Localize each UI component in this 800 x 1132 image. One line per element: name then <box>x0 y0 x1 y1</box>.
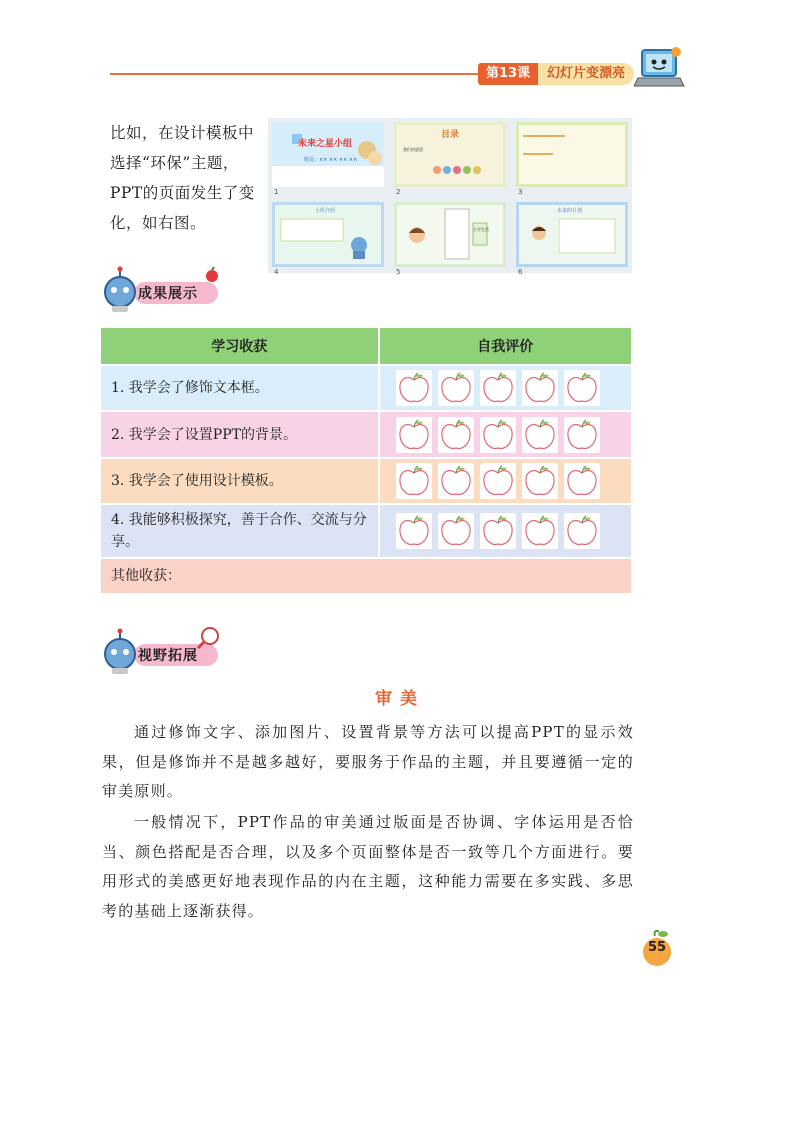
apple-icon[interactable] <box>480 370 516 406</box>
table-row <box>101 503 631 557</box>
learning-item: 3. 我学会了使用设计模板。 <box>101 457 380 503</box>
body-paragraph: 一般情况下，PPT作品的审美通过版面是否协调、字体运用是否恰当、颜色搭配是否合理，以及多个页面整体是否一致等几个方面进行。要用形式的美感更好地表现作品的内在主题，这种能力需要在多实践、多思考的基础上逐渐获得。 <box>102 813 634 920</box>
apple-icon[interactable] <box>480 513 516 549</box>
apple-icon[interactable] <box>522 463 558 499</box>
table-header-row <box>101 328 631 364</box>
apple-rating[interactable] <box>380 410 632 457</box>
slide-number: 1 <box>274 188 279 196</box>
apple-rating[interactable] <box>380 457 632 503</box>
apple-icon[interactable] <box>438 370 474 406</box>
achievement-badge <box>100 266 230 314</box>
other-gains[interactable]: 其他收获： <box>101 557 631 593</box>
slide-item: 我们的愿望 <box>403 147 423 152</box>
apple-icon[interactable] <box>564 370 600 406</box>
body-paragraph: 通过修饰文字、添加图片、设置背景等方法可以提高PPT的显示效果，但是修饰并不是越多越好，要服务于作品的主题，并且要遵循一定的审美原则。 <box>102 723 634 800</box>
apple-icon[interactable] <box>522 513 558 549</box>
slide-thumbnail <box>272 122 384 196</box>
header-rule <box>110 73 482 75</box>
horizon-badge <box>100 624 230 676</box>
slide-title: 小组介绍 <box>315 208 336 214</box>
slide-thumbnail-art-icon <box>519 125 625 184</box>
table-row <box>101 364 631 410</box>
apple-icon[interactable] <box>438 513 474 549</box>
lesson-title: 幻灯片变漂亮 <box>538 63 634 85</box>
slide-number: 2 <box>396 188 401 196</box>
self-evaluation-table <box>101 328 631 593</box>
learning-item: 1. 我学会了修饰文本框。 <box>101 364 380 410</box>
column-header: 学习收获 <box>101 328 380 364</box>
learning-item: 4. 我能够积极探究，善于合作、交流与分享。 <box>101 503 380 557</box>
slide-title: 未来的计划 <box>557 208 583 214</box>
slide-thumbnail <box>516 122 628 187</box>
slide-thumbnail <box>394 122 506 187</box>
badge-title: 视野拓展 <box>138 648 198 664</box>
column-header: 自我评价 <box>380 328 632 364</box>
slide-title: 小学生活 <box>473 227 489 232</box>
slide-thumbnails <box>268 118 632 276</box>
apple-icon[interactable] <box>396 417 432 453</box>
apple-rating[interactable] <box>380 503 632 557</box>
table-row <box>101 410 631 457</box>
apple-icon[interactable] <box>438 463 474 499</box>
apple-icon[interactable] <box>396 370 432 406</box>
lesson-label: 第13课 <box>478 63 538 85</box>
section-title: 审美 <box>375 689 425 709</box>
table-row <box>101 557 631 593</box>
slide-thumbnail <box>272 202 384 267</box>
apple-icon[interactable] <box>564 463 600 499</box>
slide-number: 6 <box>518 268 523 276</box>
apple-icon[interactable] <box>564 417 600 453</box>
slide-thumbnail <box>516 202 628 267</box>
apple-icon[interactable] <box>480 463 516 499</box>
slide-thumbnail <box>394 202 506 267</box>
girl-icon <box>397 205 503 264</box>
slide-title: 未来之星小组 <box>298 139 353 149</box>
apple-icon[interactable] <box>396 513 432 549</box>
laptop-mascot-icon <box>634 44 686 96</box>
table-row <box>101 457 631 503</box>
slide-number: 3 <box>518 188 523 196</box>
page-number: 55 <box>647 940 667 955</box>
apple-icon[interactable] <box>564 513 600 549</box>
slide-title: 目录 <box>441 130 460 140</box>
slide-number: 4 <box>274 268 279 276</box>
slide-thumbnail-art-icon <box>272 122 384 187</box>
apple-rating[interactable] <box>380 364 632 410</box>
learning-item: 2. 我学会了设置PPT的背景。 <box>101 410 380 457</box>
apple-icon[interactable] <box>396 463 432 499</box>
apple-icon[interactable] <box>522 370 558 406</box>
apple-icon[interactable] <box>438 417 474 453</box>
intro-paragraph: 比如，在设计模板中选择“环保”主题，PPT的页面发生了变化，如右图。 <box>110 124 255 232</box>
slide-number: 5 <box>396 268 401 276</box>
apple-icon[interactable] <box>480 417 516 453</box>
slide-subtitle: 组员：×× ×× ×× ×× <box>304 157 358 163</box>
badge-title: 成果展示 <box>138 286 198 302</box>
apple-icon[interactable] <box>522 417 558 453</box>
